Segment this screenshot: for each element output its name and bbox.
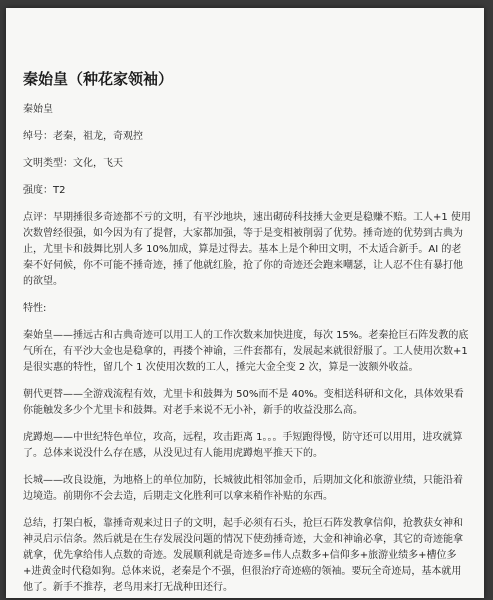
- tier-line: 强度：T2: [23, 185, 66, 196]
- feature-paragraph: 长城——改良设施，为地格上的单位加防，长城彼此相邻加金币，后期加文化和旅游业绩，只能沿着边境造。前期你不会去造，后期走文化胜利可以拿来稍作补贴的东西。: [23, 475, 463, 502]
- feature-paragraph: 秦始皇——捶远古和古典奇迹可以用工人的工作次数来加快进度，每次 15%。老秦抢巨石阵发教的底气所在，有平沙大金也是稳拿的，再搂个神谕，三件套都有，发展起来就很舒服了。工人使用次数+1 是很实惠的特性，留几个 1 次使用次数的工人，捶完大金全变 2 次，算是一波额外收益。: [23, 330, 469, 373]
- leader-name: 秦始皇: [23, 104, 53, 115]
- page-title: 秦始皇（种花家领袖）: [23, 70, 174, 88]
- review-paragraph: 点评：早期捶很多奇迹都不亏的文明，有平沙地块，速出砌砖科技捶大金更是稳赚不赔。工人+1 使用次数曾经很强，如今因为有了提督，大家都加强，等于是变相被削弱了优势。捶奇迹的优势到古典为止，尤里卡和鼓舞比别人多 10%加成，算是过得去。基本上是个种田文明，不太适合新手。AI 的老秦不好伺候，你不可能不捶奇迹，捶了他就红脸，抢了你的奇迹还会跑来嘲瑟，让人忍不住有暴打他的欲望。: [23, 212, 471, 287]
- document-page: [6, 8, 484, 598]
- meta-block: [23, 102, 471, 199]
- summary-paragraph: 总结，打架白板，靠捶奇观来过日子的文明，起手必须有石头，抢巨石阵发教拿信仰，抢教获女神和神灵启示信条。然后就是在生存发展没问题的情况下使劲捶奇迹，大金和神谕必拿，其它的奇迹能拿就拿，优先拿给伟人点数的奇迹。发展顺利就是奇迹多=伟人点数多+信仰多+旅游业绩多+槽位多+进黄金时代稳如狗。总体来说，老秦是个不强，但很治疗奇迹癌的领袖。要玩全奇迹局，基本就用他了。新手不推荐，老鸟用来打无战种田还行。: [23, 518, 463, 593]
- features-heading: 特性:: [23, 303, 47, 314]
- feature-paragraph: 朝代更替——全游戏流程有效，尤里卡和鼓舞为 50%而不是 40%。变相送科研和文化，具体效果看你能触发多少个尤里卡和鼓舞。对老手来说不无小补，新手的收益没那么高。: [23, 389, 464, 416]
- nickname-line: 绰号：老秦，祖龙，奇观控: [23, 131, 143, 142]
- civ-type-line: 文明类型：文化，飞天: [23, 158, 123, 169]
- document-content: [23, 68, 471, 598]
- feature-paragraph: 虎蹲炮——中世纪特色单位，攻高，远程，攻击距离 1。。。手短跑得慢，防守还可以用用，进攻就算了。总体来说没什么存在感，从没见过有人能用虎蹲炮平推天下的。: [23, 432, 463, 459]
